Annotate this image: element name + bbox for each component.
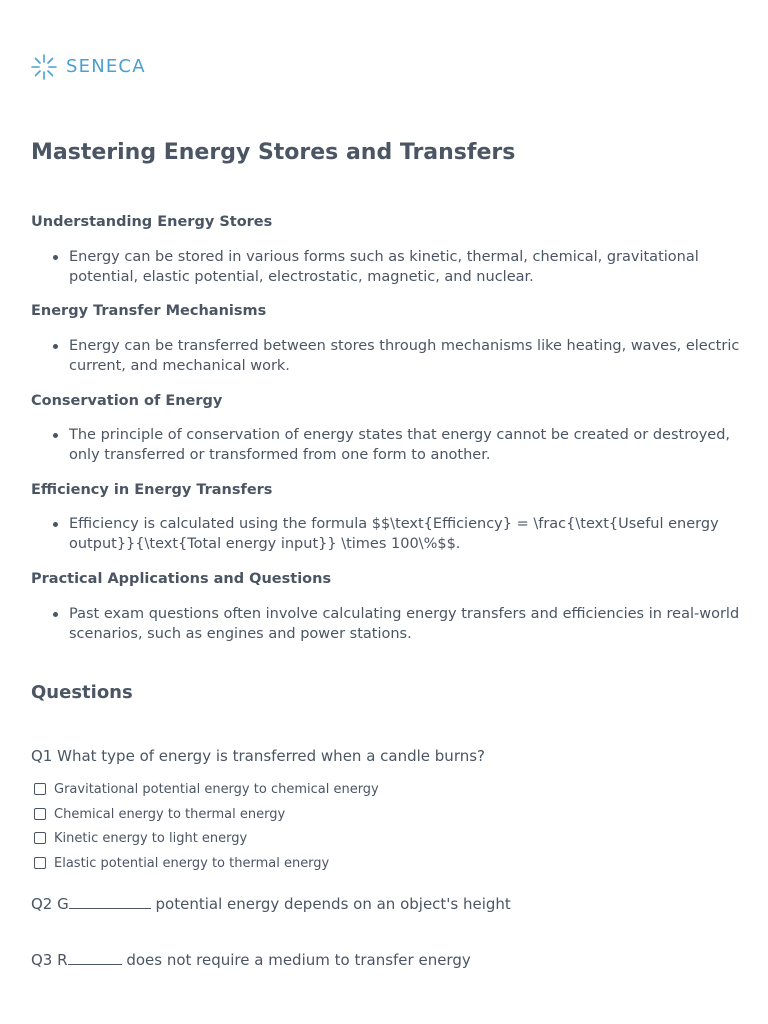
q2-prefix: Q2 G [31, 895, 69, 913]
option-label: Chemical energy to thermal energy [54, 806, 286, 822]
option-label: Gravitational potential energy to chemical energy [54, 781, 379, 797]
bullet-point: Energy can be stored in various forms such as kinetic, thermal, chemical, gravitational potential, elastic potential, electrostatic, magnetic, and nuclear. [69, 247, 745, 287]
checkbox[interactable] [34, 783, 46, 795]
seneca-logo[interactable] [30, 53, 146, 81]
q2-suffix: potential energy depends on an object's height [150, 895, 511, 913]
section-heading: Understanding Energy Stores [31, 214, 273, 230]
questions-heading: Questions [31, 682, 133, 703]
q3-suffix: does not require a medium to transfer energy [121, 951, 471, 969]
q3-answer-blank[interactable] [68, 950, 122, 965]
section-heading: Efficiency in Energy Transfers [31, 482, 273, 498]
option-label: Elastic potential energy to thermal energy [54, 855, 330, 871]
q1-option-4[interactable] [34, 854, 329, 872]
option-label: Kinetic energy to light energy [54, 830, 248, 846]
bullet-point: Energy can be transferred between stores through mechanisms like heating, waves, electric current, and mechanical work. [69, 336, 745, 376]
checkbox[interactable] [34, 808, 46, 820]
q3-prefix: Q3 R [31, 951, 68, 969]
q2-answer-blank[interactable] [69, 894, 151, 909]
q1-option-2[interactable] [34, 805, 285, 823]
section-heading: Conservation of Energy [31, 393, 223, 409]
bullet-point: The principle of conservation of energy states that energy cannot be created or destroyed, only transferred or transformed from one form to another. [69, 425, 745, 465]
q1-option-3[interactable] [34, 829, 247, 847]
question-2-text [31, 894, 511, 914]
section-heading: Energy Transfer Mechanisms [31, 303, 267, 319]
seneca-starburst-icon [30, 53, 58, 81]
section-heading: Practical Applications and Questions [31, 571, 332, 587]
checkbox[interactable] [34, 832, 46, 844]
bullet-point: Past exam questions often involve calculating energy transfers and efficiencies in real-world scenarios, such as engines and power stations. [69, 604, 745, 644]
q1-option-1[interactable] [34, 780, 379, 798]
checkbox[interactable] [34, 857, 46, 869]
logo-text: SENECA [66, 56, 146, 77]
page-title: Mastering Energy Stores and Transfers [31, 140, 516, 165]
question-1-text: Q1 What type of energy is transferred when a candle burns? [31, 747, 485, 765]
bullet-point: Efficiency is calculated using the formula $$\text{Efficiency} = \frac{\text{Useful energy output}}{\text{Total energy input}} \times 100\%$$. [69, 514, 745, 554]
question-3-text [31, 950, 471, 970]
